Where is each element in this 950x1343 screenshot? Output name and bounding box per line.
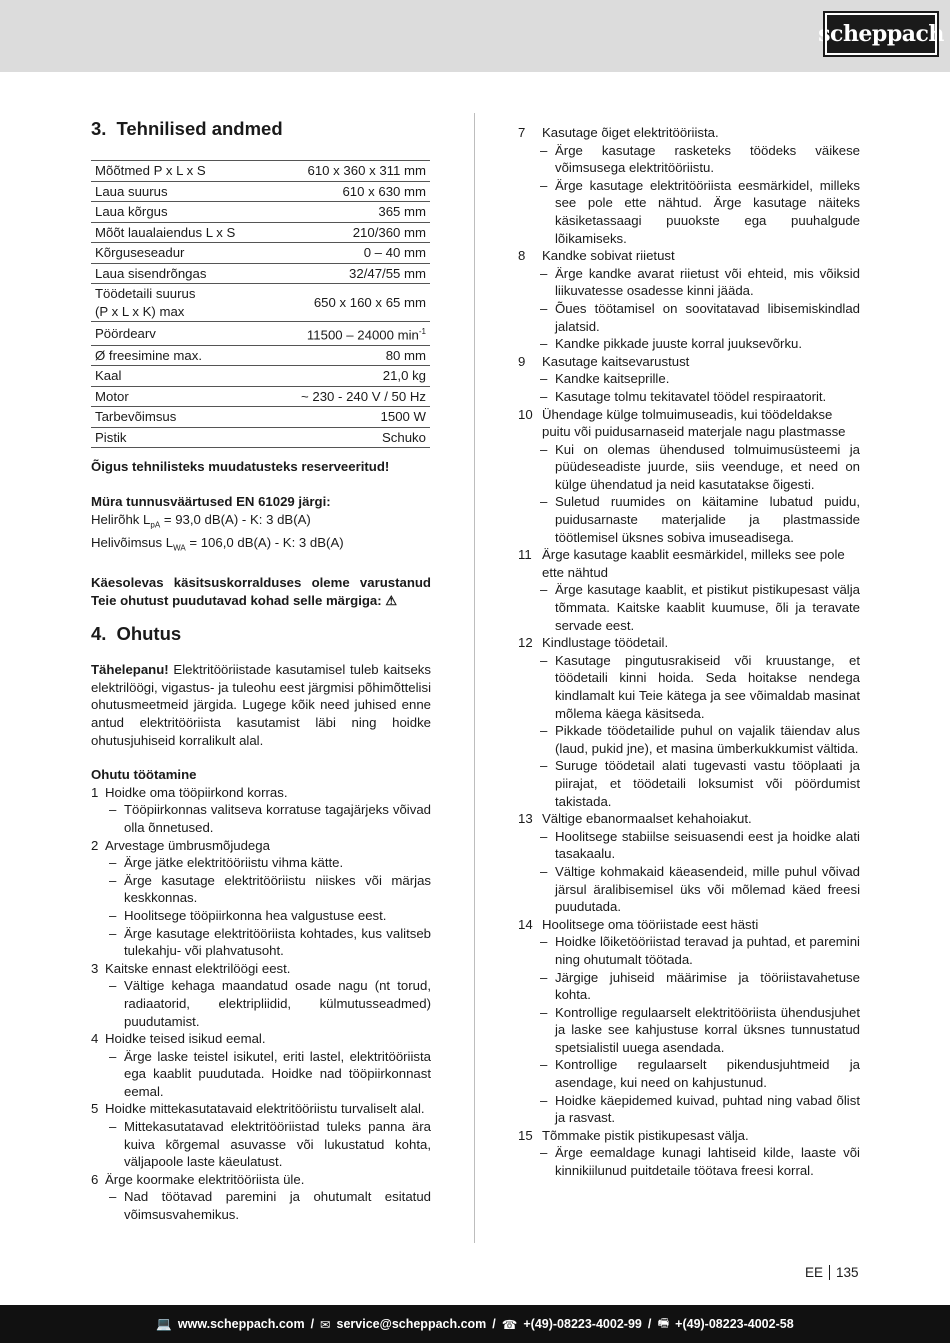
sub-list-item: – Kui on olemas ühendused tolmuimusüsteemi ja püüdeseadiste juurde, siis veenduge, et need on külge ühendatud ja neid kasutatakse õigesti.	[540, 441, 860, 492]
sub-list-item: – Ärge laske teistel isikutel, eriti lastel, elektritööriista ega kaablit puudutada. Hoidke nad tööpiirkonnast eemal.	[109, 1048, 431, 1099]
list-item: 7 Kasutage õiget elektritööriista.	[518, 125, 719, 140]
spec-label: Laua suurus	[91, 181, 270, 202]
spec-row	[91, 366, 430, 387]
spec-label: Tarbevõimsus	[91, 407, 270, 428]
spec-label: Kaal	[91, 366, 270, 387]
safety-list-right	[518, 124, 860, 1180]
computer-icon: 💻	[156, 1316, 172, 1331]
spec-row	[91, 243, 430, 264]
spec-value: 650 x 160 x 65 mm	[270, 284, 430, 322]
spec-value: 0 – 40 mm	[270, 243, 430, 264]
spec-value: 21,0 kg	[270, 366, 430, 387]
spec-label: Mõõtmed P x L x S	[91, 161, 270, 182]
spec-value: 365 mm	[270, 202, 430, 223]
header-bar	[0, 0, 950, 72]
spec-row	[91, 263, 430, 284]
column-divider	[474, 113, 475, 1243]
noise-power: Helivõimsus $L_{WA} = 106,0$ dB(A) - K: 3 dB(A)	[91, 534, 344, 553]
list-item: 15 Tõmmake pistik pistikupesast välja.	[518, 1127, 749, 1143]
page-number	[805, 1265, 859, 1280]
sub-list-item: – Ärge kasutage elektritööriista eesmärkidel, milleks see pole ette nähtud. Ärge kasutage näiteks käsiketassaagi puuokste ega puuhalgude lõikamiseks.	[540, 177, 860, 246]
section-number: 3.	[91, 118, 107, 139]
noise-heading: Müra tunnusväärtused EN 61029 järgi:	[91, 493, 331, 509]
sub-list-item: – Hoolitsege tööpiirkonna hea valgustuse eest.	[109, 907, 387, 923]
spec-row	[91, 345, 430, 366]
list-item: 5 Hoidke mittekasutatavaid elektritööriistu turvaliselt alal.	[91, 1101, 425, 1117]
spec-row	[91, 322, 430, 346]
spec-row	[91, 284, 430, 322]
footer-web[interactable]: www.scheppach.com	[177, 1317, 305, 1331]
spec-row	[91, 222, 430, 243]
spec-value: 11500 – 24000 $\min^{-1}$	[270, 322, 430, 346]
spec-value: 80 mm	[270, 345, 430, 366]
warning-icon: ⚠	[385, 592, 398, 608]
list-item: 11 Ärge kasutage kaablit eesmärkidel, milleks see pole ette nähtud	[518, 547, 845, 580]
spec-label: Mõõt laualaiendus L x S	[91, 222, 270, 243]
spec-row	[91, 161, 430, 182]
sub-list-item: – Õues töötamisel on soovitatavad libisemiskindlad jalatsid.	[540, 300, 860, 334]
safety-list-left	[91, 784, 431, 1224]
list-item: 2 Arvestage ümbrusmõjudega	[91, 837, 270, 853]
spec-label: Kõrguseseadur	[91, 243, 270, 264]
sub-list-item: – Tööpiirkonnas valitseva korratuse tagajärjeks võivad olla õnnetused.	[109, 802, 431, 835]
section-4-heading	[91, 623, 431, 645]
left-column	[91, 118, 431, 1224]
spec-label: Motor	[91, 386, 270, 407]
list-item: 4 Hoidke teised isikud eemal.	[91, 1031, 266, 1047]
sub-list-item: – Kontrollige regulaarselt pikendusjuhtmeid ja asendage, kui need on kahjustunud.	[540, 1057, 860, 1091]
spec-row	[91, 386, 430, 407]
spec-row	[91, 202, 430, 223]
sub-list-item: – Hoolitsege stabiilse seisuasendi eest ja hoidke alati tasakaalu.	[540, 828, 860, 862]
page-lang: EE	[805, 1265, 824, 1280]
safe-work-heading: Ohutu töötamine	[91, 767, 197, 783]
sub-list-item: – Hoidke käepidemed kuivad, puhtad ning vabad õlist ja rasvast.	[540, 1092, 860, 1126]
list-item: 12 Kindlustage töödetail.	[518, 635, 669, 651]
safety-marker-note: Käesolevas käsitsuskorralduses oleme varustanud Teie ohutust puudutavad kohad selle märgiga: ⚠	[91, 575, 431, 608]
section-title: Ohutus	[116, 623, 182, 645]
sub-list-item: – Vältige kohmakaid käeasendeid, mille puhul võivad järsul äralibisemisel üks või mõlemad käed freesi puudutada.	[540, 863, 860, 915]
sub-list-item: – Suruge töödetail alati tugevasti vastu tööplaati ja piirajat, et töödetaili loksumist või pöördumist takistada.	[540, 758, 860, 809]
sub-list-item: – Ärge kasutage rasketeks töödeks väikese võimsusega elektritööriistu.	[540, 142, 860, 176]
sub-list-item: – Ärge kasutage elektritööriistu niiskes või märjas keskkonnas.	[109, 872, 431, 906]
sub-list-item: – Pikkade töödetailide puhul on vajalik täiendav alus (laud, pukid jne), et masina ümberkukkumist vältida.	[540, 723, 860, 756]
sub-list-item: – Ärge kandke avarat riietust või ehteid, mis võiksid liikuvatesse osadesse kinni jääda.	[540, 265, 860, 299]
list-item: 8 Kandke sobivat riietust	[518, 248, 675, 264]
noise-pressure: Helirõhk $L_{pA} = 93,0$ dB(A) - K: 3 dB(A)	[91, 511, 311, 530]
sub-list-item: – Ärge jätke elektritööriistu vihma kätte.	[109, 855, 344, 871]
sub-list-item: – Hoidke lõiketööriistad teravad ja puhtad, et paremini ning ohutumalt töötada.	[540, 934, 860, 967]
list-item: 9 Kasutage kaitsevarustust	[518, 353, 690, 369]
spec-value: ~ 230 - 240 V / 50 Hz	[270, 386, 430, 407]
list-item: 1 Hoidke oma tööpiirkond korras.	[91, 784, 288, 800]
spec-label: Laua sisendrõngas	[91, 263, 270, 284]
spec-row	[91, 407, 430, 428]
spec-row	[91, 181, 430, 202]
sub-list-item: – Kandke kaitseprille.	[540, 371, 670, 387]
spec-label: Töödetaili suurus (P x L x K) max	[91, 284, 270, 322]
sub-list-item: – Kontrollige regulaarselt elektritööriista ühendusjuhet ja laske see kahjustuse korral üksnes tunnustatud spetsialistil uuega asendada.	[540, 1004, 860, 1055]
sub-list-item: – Kasutage pingutusrakiseid või kruustange, et töödetaili kinni hoida. Seda hoitakse nendega kindlamalt kui Teie kätega ja see võimaldab masinat mõlema käega käsitseda.	[540, 652, 860, 721]
list-item: 13 Vältige ebanormaalset kehahoiakut.	[518, 811, 752, 827]
sub-list-item: – Järgige juhiseid määrimise ja tööriistavahetuse kohta.	[540, 969, 860, 1003]
sub-list-item: – Vältige kehaga maandatud osade nagu (nt torud, radiaatorid, elektripliidid, külmutusseadmed) puudutamist.	[109, 978, 431, 1029]
sub-list-item: – Ärge eemaldage kunagi lahtiseid kilde, laaste või kinnikiilunud puitdetaile töötava freesi korral.	[540, 1145, 860, 1179]
section-number: 4.	[91, 623, 107, 645]
attention-paragraph: Tähelepanu! Elektritööriistade kasutamisel tuleb kaitseks elektrilöögi, vigastus- ja tuleohu eest järgmisi põhimõttelisi ohutusmeetmeid järgida. Lugege kõik need juhised enne antud elektritööriista kasutamist läbi ning hoidke ohutusjuhiseid korralikult alal.	[91, 662, 431, 748]
spec-label: Pöördearv	[91, 322, 270, 346]
spec-label: Pistik	[91, 427, 270, 448]
phone-icon: ☎	[501, 1317, 518, 1332]
right-column	[518, 124, 860, 1180]
sub-list-item: – Ärge kasutage kaablit, et pistikut pistikupesast välja tõmmata. Kaitske kaablit kuumuse, õli ja teravate servade eest.	[540, 582, 860, 633]
footer-mail[interactable]: service@scheppach.com	[336, 1317, 487, 1331]
list-item: 10 Ühendage külge tolmuimuseadis, kui töödeldakse puitu või puidusarnaseid materjale nagu plastmasse	[518, 406, 846, 440]
scheppach-logo: scheppach	[825, 13, 937, 55]
fax-icon: 🖷	[657, 1315, 670, 1330]
sub-list-item: – Mittekasutatavad elektritööriistad tuleks panna ära kuiva kõrgemal asuvasse või lukustatud kohta, väljapoole laste käeulatust.	[109, 1119, 431, 1170]
spec-value: 210/360 mm	[270, 222, 430, 243]
spec-label: Ø freesimine max.	[91, 345, 270, 366]
spec-value: 610 x 360 x 311 mm	[270, 161, 430, 182]
section-title: Tehnilised andmed	[116, 118, 283, 139]
sub-list-item: – Ärge kasutage elektritööriista kohtades, kus valitseb tulekahju- või plahvatusoht.	[109, 925, 431, 959]
spec-value: Schuko	[270, 427, 430, 448]
specs-table	[91, 160, 430, 448]
spec-value: 32/47/55 mm	[270, 263, 430, 284]
reserve-note: Õigus tehnilisteks muudatusteks reserveeritud!	[91, 459, 390, 475]
list-item: 3 Kaitske ennast elektrilöögi eest.	[91, 960, 291, 976]
spec-value: 610 x 630 mm	[270, 181, 430, 202]
footer-fax: +(49)-08223-4002-58	[675, 1317, 794, 1331]
sub-list-item: – Kandke pikkade juuste korral juuksevõrku.	[540, 336, 803, 352]
spec-value: 1500 W	[270, 407, 430, 428]
spec-row	[91, 427, 430, 448]
footer-phone: +(49)-08223-4002-99	[523, 1317, 642, 1331]
sub-list-item: – Kasutage tolmu tekitavatel töödel respiraatorit.	[540, 388, 827, 404]
spec-label: Laua kõrgus	[91, 202, 270, 223]
footer-bar: 💻 www.scheppach.com / ✉ service@scheppach.com / ☎ +(49)-08223-4002-99 / 🖷 +(49)-08223-4002-58	[0, 1305, 950, 1343]
mail-icon: ✉	[320, 1317, 331, 1332]
page-num: 135	[836, 1265, 859, 1280]
list-item: 14 Hoolitsege oma tööriistade eest hästi	[518, 916, 759, 932]
list-item: 6 Ärge koormake elektritööriista üle.	[91, 1171, 305, 1187]
section-3-heading	[91, 118, 431, 140]
sub-list-item: – Nad töötavad paremini ja ohutumalt esitatud võimsusvahemikus.	[109, 1189, 431, 1223]
sub-list-item: – Suletud ruumides on käitamine lubatud puidu, puidusarnaste materjalide ja plastmasside töötlemisel üksnes sobiva imuseadisega.	[540, 494, 860, 545]
